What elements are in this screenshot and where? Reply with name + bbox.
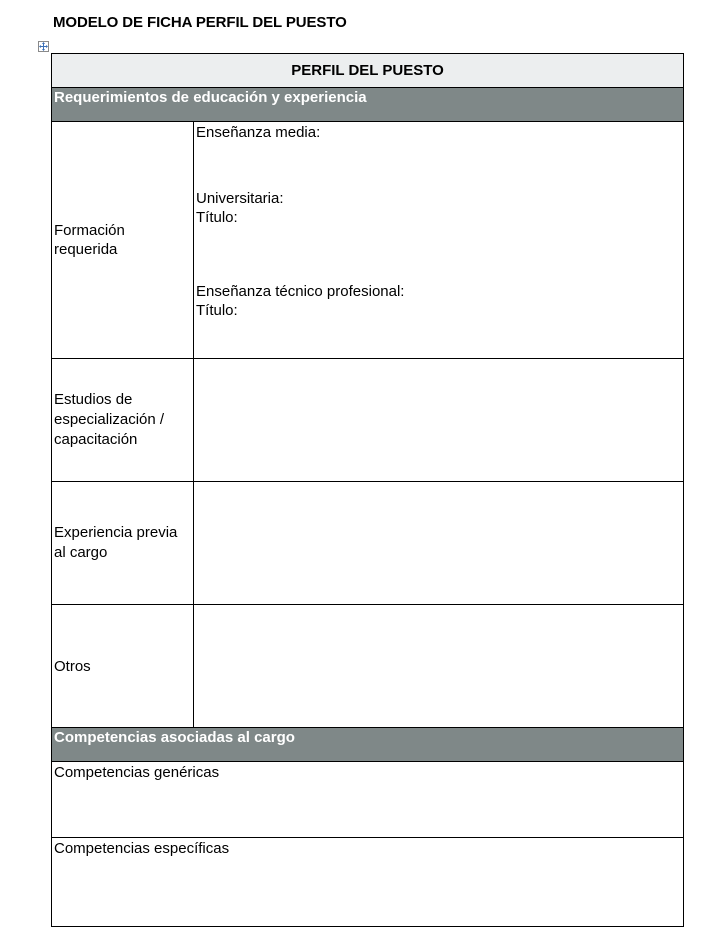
estudios-label-cell [52,359,194,482]
section-competencias-header [52,728,684,762]
formacion-value-cell[interactable] [194,122,684,359]
section-education-header [52,88,684,122]
formacion-label-cell [52,122,194,359]
competencias-genericas-cell[interactable] [52,762,684,838]
profile-table [51,53,684,927]
ensenanza-media-label: Enseñanza media: [196,124,321,141]
formacion-label-line2: requerida [54,241,118,258]
section-competencias-title: Competencias asociadas al cargo [54,729,295,746]
table-header-row [52,54,684,88]
universitaria-titulo-label: Título: [196,209,238,226]
row-competencias-genericas [52,762,684,838]
otros-value-cell[interactable] [194,605,684,728]
section-education-row [52,88,684,122]
row-estudios [52,359,684,482]
tecnico-profesional-label: Enseñanza técnico profesional: [196,283,405,300]
row-experiencia [52,482,684,605]
table-move-handle-icon[interactable] [38,41,49,52]
section-education-title: Requerimientos de educación y experiencia [54,89,367,106]
experiencia-label-line2: al cargo [54,544,108,561]
universitaria-label: Universitaria: [196,190,284,207]
competencias-especificas-label: Competencias específicas [54,840,230,857]
experiencia-value-cell[interactable] [194,482,684,605]
experiencia-label-line1: Experiencia previa [54,524,178,541]
section-competencias-row [52,728,684,762]
estudios-label-line2: especialización / [54,411,165,428]
estudios-label-line3: capacitación [54,431,138,448]
row-otros [52,605,684,728]
experiencia-label-cell [52,482,194,605]
row-formacion [52,122,684,359]
row-competencias-especificas [52,838,684,927]
otros-label-cell: Otros [52,605,194,728]
formacion-label-line1: Formación [54,222,125,239]
estudios-label-line1: Estudios de [54,391,133,408]
competencias-genericas-label: Competencias genéricas [54,764,220,781]
estudios-value-cell[interactable] [194,359,684,482]
competencias-especificas-cell[interactable] [52,838,684,927]
tecnico-titulo-label: Título: [196,302,238,319]
document-title: MODELO DE FICHA PERFIL DEL PUESTO [53,14,347,31]
table-header: PERFIL DEL PUESTO [52,54,684,88]
